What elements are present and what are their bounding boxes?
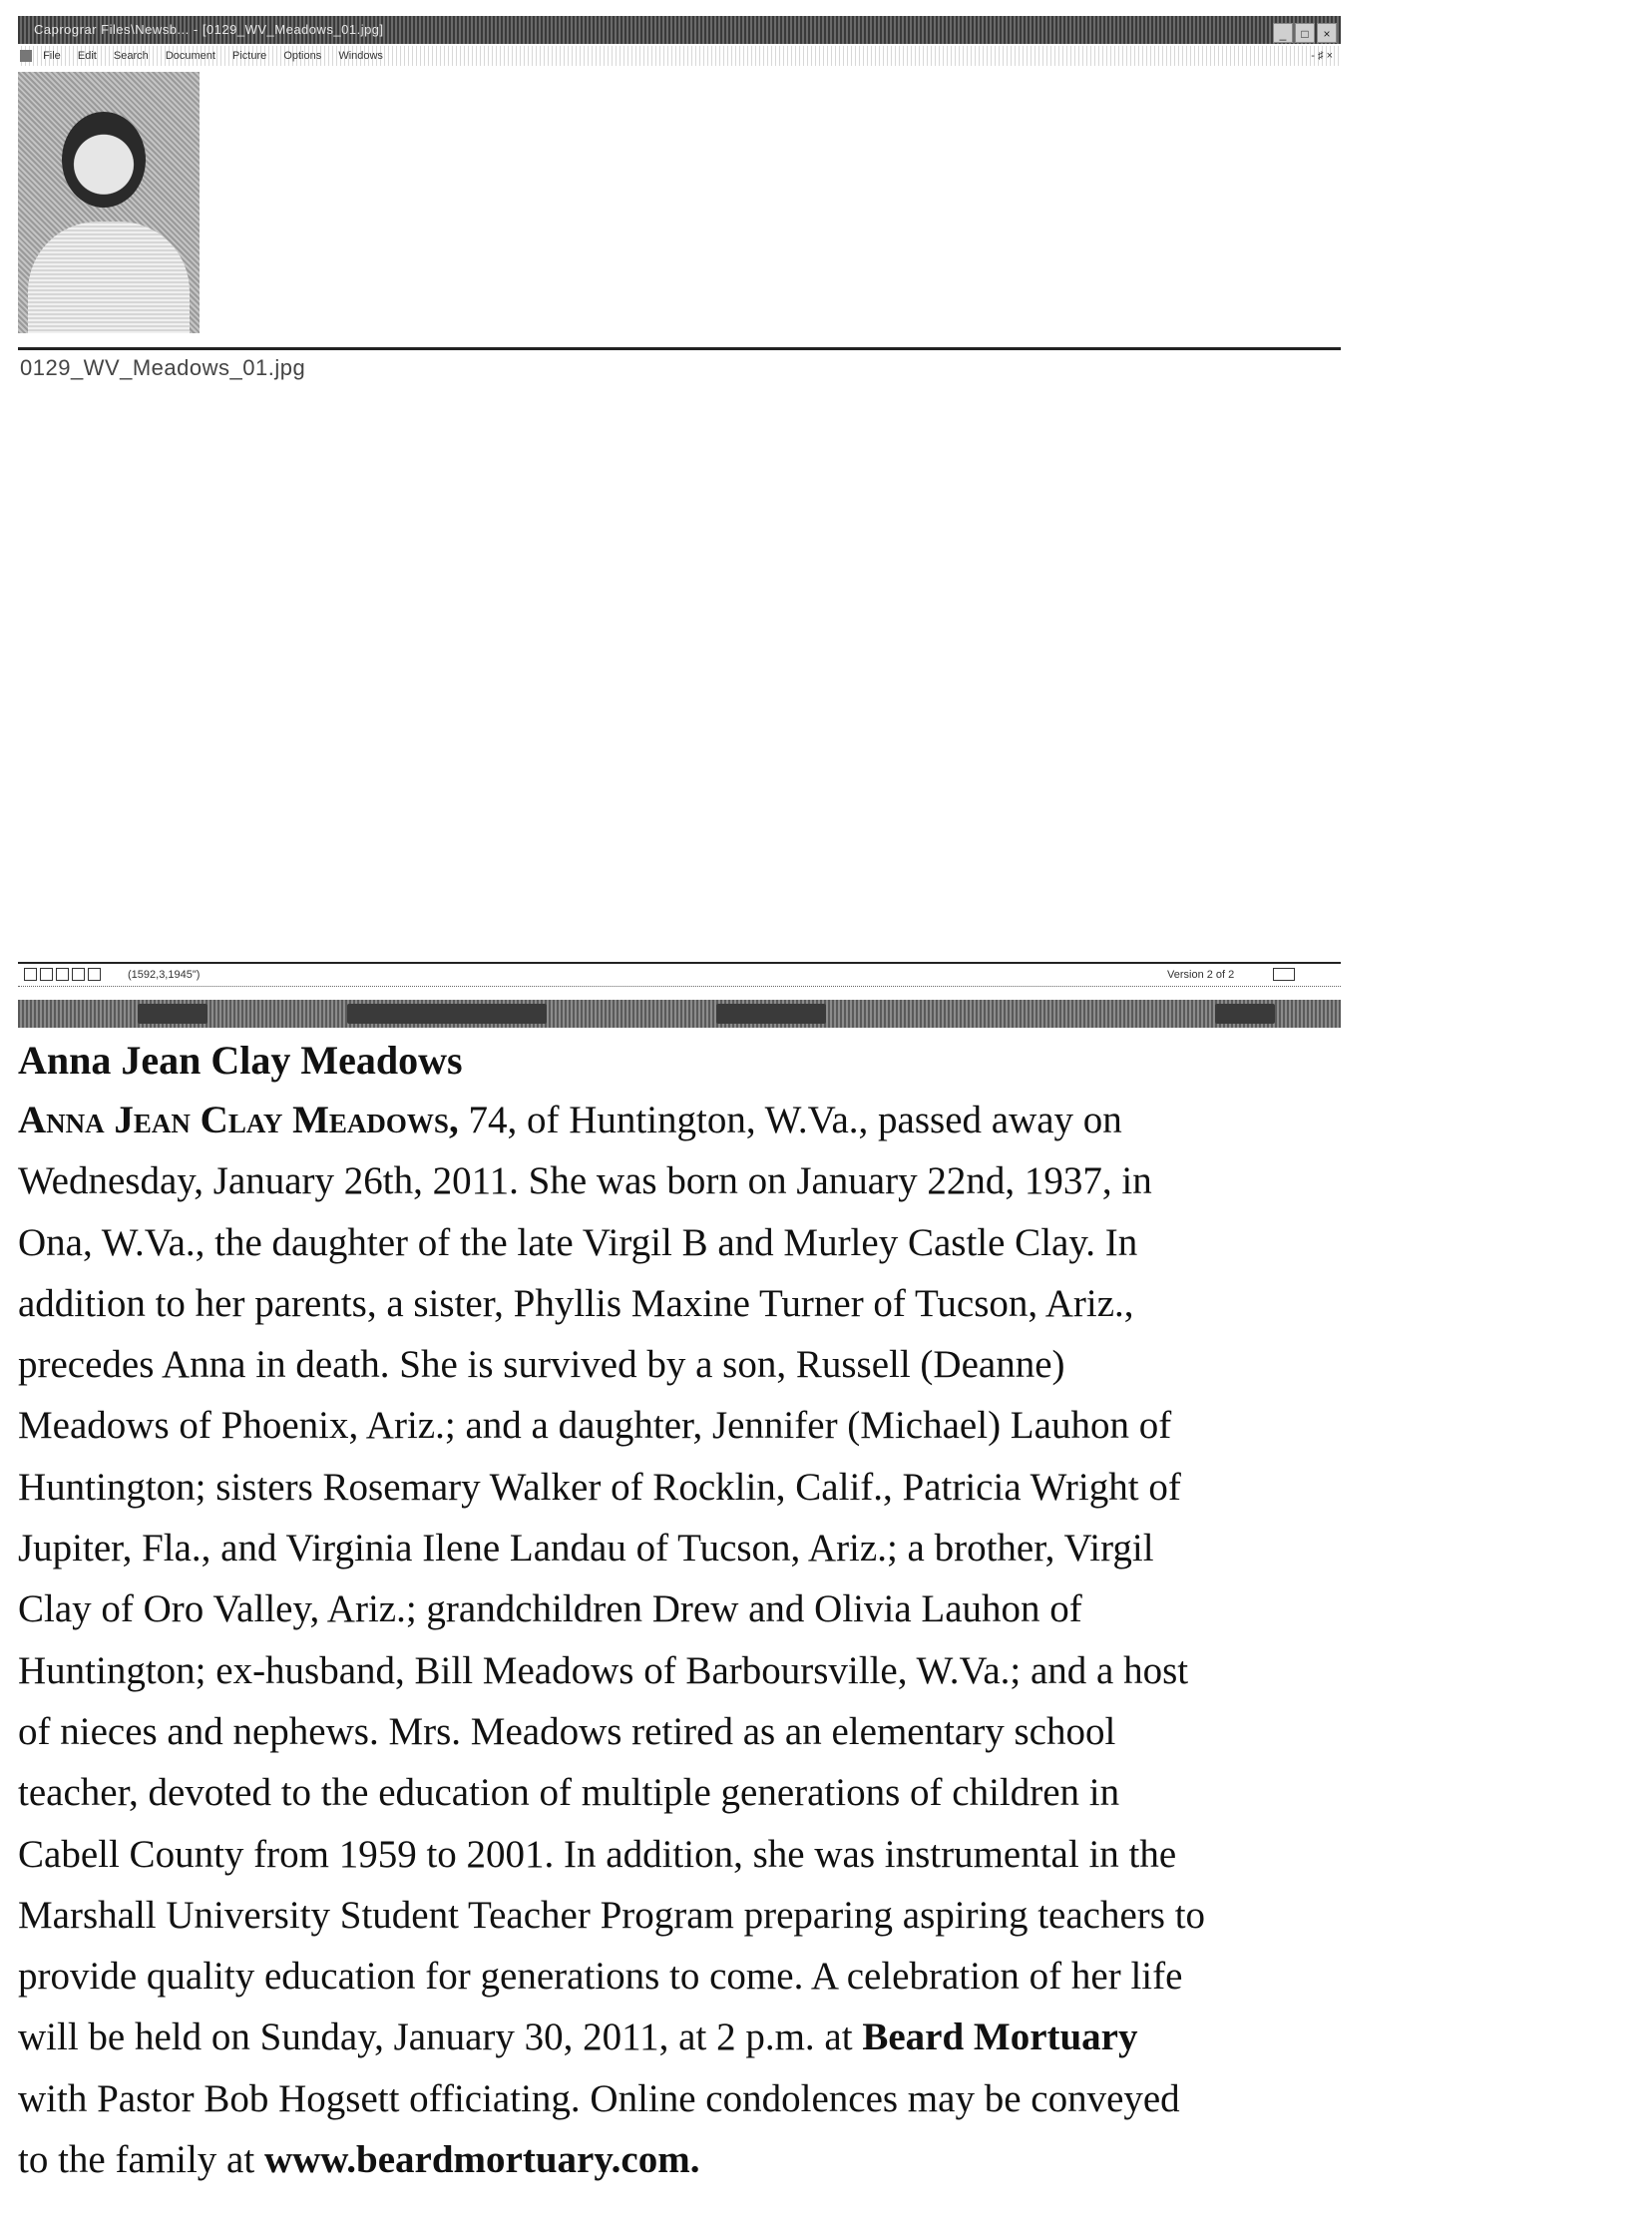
menu-windows[interactable]: Windows [338,50,383,62]
window-title: Caprograr Files\Newsb... - [0129_WV_Meadows_01.jpg] [34,22,384,37]
obituary-name: Anna Jean Clay Meadows, [18,1099,459,1141]
image-filename: 0129_WV_Meadows_01.jpg [20,355,306,380]
obituary-line [18,1090,1640,1150]
obituary-line [18,2129,1640,2190]
obituary-body [18,1090,1640,2190]
obituary-line: provide quality education for generations to come. A celebration of her life [18,1955,1183,1999]
view-tool-icon[interactable] [88,968,101,981]
menu-picture[interactable]: Picture [232,50,267,62]
obituary-line: Marshall University Student Teacher Program preparing aspiring teachers to [18,1893,1206,1937]
close-icon[interactable]: × [1317,23,1337,43]
window-controls [1271,20,1337,40]
page-tool-icon[interactable] [56,968,69,981]
obituary-line: Wednesday, January 26th, 2011. She was born on January 22nd, 1937, in [18,1159,1152,1203]
window-titlebar[interactable] [18,16,1341,44]
obituary-line-text: will be held on Sunday, January 30, 2011, at 2 p.m. at [18,2015,863,2059]
obituary-line: precedes Anna in death. She is survived by a son, Russell (Deanne) [18,1343,1065,1387]
obituary-line: Huntington; sisters Rosemary Walker of Rocklin, Calif., Patricia Wright of [18,1465,1181,1509]
grid-tool-icon[interactable] [72,968,85,981]
maximize-icon[interactable]: □ [1295,23,1315,43]
portrait-photo [18,72,200,333]
obituary-headline: Anna Jean Clay Meadows [18,1038,463,1083]
taskbar-button[interactable] [347,1004,547,1024]
obituary-line: Meadows of Phoenix, Ariz.; and a daughter, Jennifer (Michael) Lauhon of [18,1404,1172,1448]
minimize-icon[interactable]: _ [1273,23,1293,43]
obituary-line: Cabell County from 1959 to 2001. In addition, she was instrumental in the [18,1832,1177,1876]
obituary-line: Huntington; ex-husband, Bill Meadows of Barboursville, W.Va.; and a host [18,1648,1189,1692]
menu-window-controls[interactable]: - ♯ × [1311,50,1333,62]
status-coordinates: (1592,3,1945") [128,969,201,981]
obituary-line: addition to her parents, a sister, Phyllis Maxine Turner of Tucson, Ariz., [18,1281,1134,1325]
portrait-body [28,222,190,333]
menu-search[interactable]: Search [113,50,149,62]
document-viewer-window [18,16,1341,1030]
obituary-article [18,1036,1640,2190]
mortuary-website: www.beardmortuary.com. [263,2138,700,2182]
obituary-line: Jupiter, Fla., and Virginia Ilene Landau of Tucson, Ariz.; a brother, Virgil [18,1527,1154,1570]
version-nav-icon[interactable] [1273,968,1295,981]
status-tool-icons [24,968,104,990]
menu-edit[interactable]: Edit [77,50,97,62]
select-tool-icon[interactable] [24,968,37,981]
obituary-line-text: to the family at [18,2138,264,2182]
taskbar-button[interactable] [716,1004,826,1024]
image-divider [18,347,1341,350]
mortuary-name: Beard Mortuary [862,2015,1138,2059]
status-version: Version 2 of 2 [1167,969,1235,981]
obituary-line-text: 74, of Huntington, W.Va., passed away on [458,1099,1122,1141]
zoom-tool-icon[interactable] [40,968,53,981]
obituary-line: teacher, devoted to the education of multiple generations of children in [18,1771,1120,1815]
obituary-line: Ona, W.Va., the daughter of the late Virgil B and Murley Castle Clay. In [18,1220,1138,1264]
menu-document[interactable]: Document [165,50,215,62]
taskbar-button[interactable] [138,1004,207,1024]
portrait-face [62,112,146,208]
menu-file[interactable]: File [43,50,61,62]
obituary-line: of nieces and nephews. Mrs. Meadows retired as an elementary school [18,1709,1116,1753]
status-bar [18,962,1341,987]
taskbar-button[interactable] [1215,1004,1275,1024]
obituary-line: Clay of Oro Valley, Ariz.; grandchildren Drew and Olivia Lauhon of [18,1587,1082,1631]
taskbar [18,1000,1341,1028]
menu-bar [18,46,1341,66]
obituary-line: with Pastor Bob Hogsett officiating. Online condolences may be conveyed [18,2076,1180,2120]
obituary-line [18,2007,1640,2067]
app-icon[interactable] [20,50,32,62]
menu-options[interactable]: Options [283,50,322,62]
